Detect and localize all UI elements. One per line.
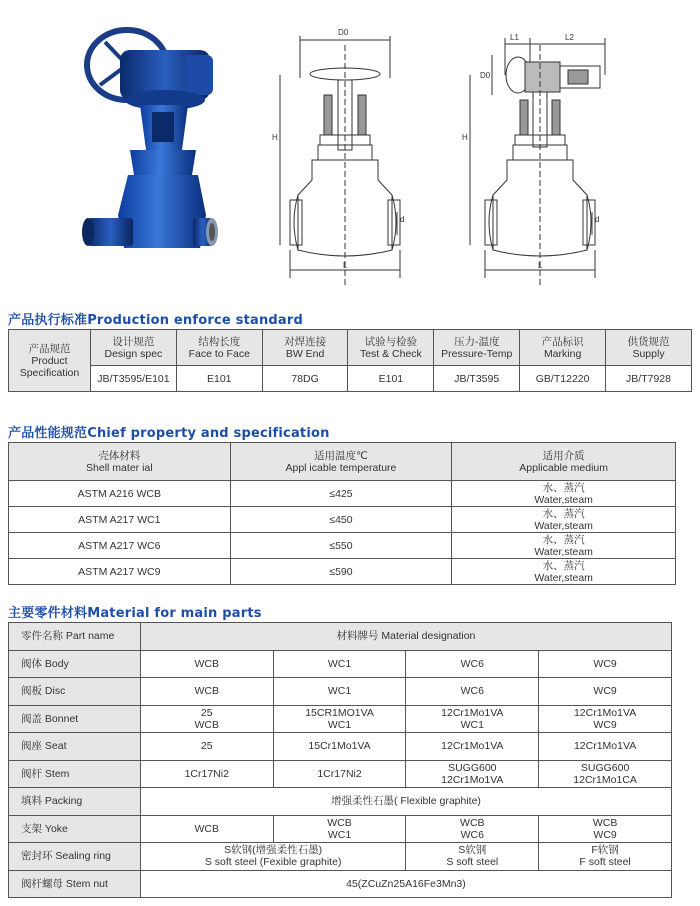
design-spec-header: 设计规范 Design spec: [90, 330, 176, 366]
table-row: 填料 Packing 增强柔性石墨( Flexible graphite): [9, 788, 672, 816]
table-row: ASTM A217 WC1 ≤450 水、蒸汽 Water,steam: [9, 507, 676, 533]
bw-end-value: 78DG: [262, 366, 348, 392]
design-spec-value: JB/T3595/E101: [90, 366, 176, 392]
dim-l-front: L: [343, 261, 348, 270]
main-parts-table: [8, 622, 672, 898]
table-row: ASTM A217 WC6 ≤550 水、蒸汽 Water,steam: [9, 533, 676, 559]
product-spec-header: 产品规范 Product Specification: [9, 330, 91, 392]
dim-l1: L1: [510, 33, 519, 42]
production-standard-table: [8, 329, 692, 392]
face-to-face-header: 结构长度 Face to Face: [176, 330, 262, 366]
table-row: ASTM A216 WCB ≤425 水、蒸汽 Water,steam: [9, 481, 676, 507]
table-row: 阀杆 Stem 1Cr17Ni2 1Cr17Ni2 SUGG600 12Cr1Mo1VA SUGG600 12Cr1Mo1CA: [9, 760, 672, 788]
test-check-value: E101: [348, 366, 434, 392]
face-to-face-value: E101: [176, 366, 262, 392]
designation-header: 材料牌号 Material designation: [140, 623, 671, 651]
side-view-drawing: [462, 33, 605, 285]
table-row: 阀盖 Bonnet 25 WCB 15CR1MO1VA WC1 12Cr1Mo1VA WC1 12Cr1Mo1VA WC9: [9, 705, 672, 733]
supply-header: 供货规范 Supply: [606, 330, 692, 366]
front-view-drawing: [272, 28, 404, 285]
dim-d-side: d: [595, 215, 600, 224]
production-standard-title: 产品执行标准Production enforce standard: [8, 313, 304, 328]
chief-property-title: 产品性能规范Chief property and specification: [8, 426, 330, 441]
main-parts-title: 主要零件材料Material for main parts: [8, 606, 262, 621]
dim-d0-side: D0: [480, 71, 491, 80]
chief-property-table: [8, 442, 676, 585]
pressure-temp-value: JB/T3595: [434, 366, 520, 392]
dim-d0: D0: [338, 28, 349, 37]
table-row: 阀杆螺母 Stem nut 45(ZCuZn25A16Fe3Mn3): [9, 870, 672, 898]
bw-end-header: 对焊连接 BW End: [262, 330, 348, 366]
table-row: 阀体 Body WCB WC1 WC6 WC9: [9, 650, 672, 678]
table-row: 阀座 Seat 25 15Cr1Mo1VA 12Cr1Mo1VA 12Cr1Mo1VA: [9, 733, 672, 761]
pressure-temp-header: 压力-温度 Pressure-Temp: [434, 330, 520, 366]
dim-d-front: d: [400, 215, 405, 224]
table-row: ASTM A217 WC9 ≤590 水、蒸汽 Water,steam: [9, 559, 676, 585]
table-row: 密封环 Sealing ring S软钢(增强柔性石墨) S soft steel (Fexible graphite) S软钢 S soft steel F软钢 F soft steel: [9, 843, 672, 871]
test-check-header: 试验与检验 Test & Check: [348, 330, 434, 366]
dim-h-front: H: [272, 133, 278, 142]
medium-header: 适用介质 Applicable medium: [452, 443, 676, 481]
shell-material-header: 壳体材料 Shell mater ial: [9, 443, 231, 481]
dim-h-side: H: [462, 133, 468, 142]
temperature-header: 适用温度℃ Appl icable temperature: [230, 443, 452, 481]
marking-header: 产品标识 Marking: [520, 330, 606, 366]
table-row: 阀板 Disc WCB WC1 WC6 WC9: [9, 678, 672, 706]
dim-l-side: L: [538, 261, 543, 270]
valve-photo: [82, 30, 218, 248]
marking-value: GB/T12220: [520, 366, 606, 392]
supply-value: JB/T7928: [606, 366, 692, 392]
dim-l2: L2: [565, 33, 574, 42]
part-name-header: 零件名称 Part name: [9, 623, 141, 651]
table-row: 支架 Yoke WCB WCB WC1 WCB WC6 WCB WC9: [9, 815, 672, 843]
valve-figures: [0, 0, 700, 295]
